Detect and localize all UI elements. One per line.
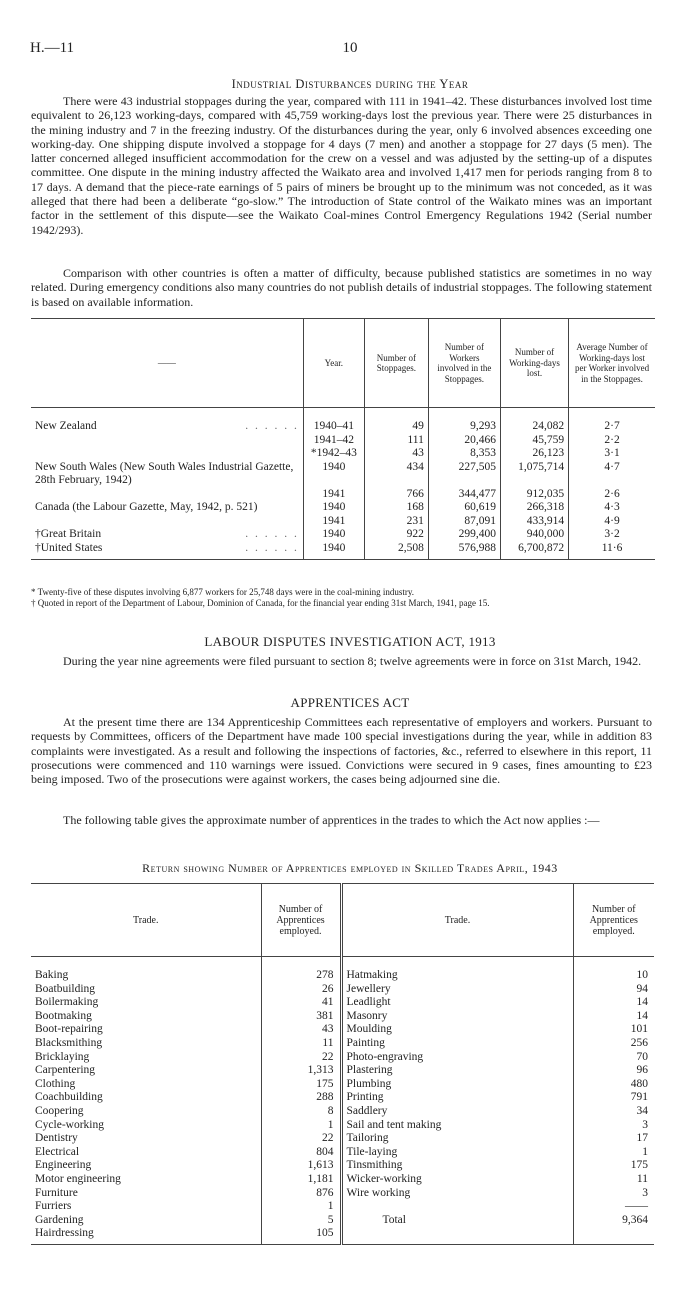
workers-cell: 299,400 [428, 528, 500, 542]
year-cell: 1941–42 [303, 434, 364, 448]
days-lost-cell: 940,000 [501, 528, 569, 542]
trade-cell: Painting [341, 1037, 573, 1051]
apprentices-count-cell: 1 [261, 1200, 341, 1214]
table-row [31, 1200, 654, 1214]
trade-cell: Sail and tent making [341, 1119, 573, 1133]
column-header: Trade. [133, 914, 159, 926]
column-header: Trade. [341, 884, 573, 957]
table-row [31, 1037, 654, 1051]
stoppages-cell: 434 [364, 461, 428, 488]
apprentices-table-title: Return showing Number of Apprentices employed in Skilled Trades April, 1943 [142, 861, 558, 875]
apprentices-count-cell: 8 [261, 1105, 341, 1119]
trade-cell: Total [341, 1214, 573, 1228]
apprentices-count-cell: 101 [573, 1023, 654, 1037]
apprentices-count-cell: 14 [573, 1010, 654, 1024]
table-row [31, 983, 654, 997]
workers-cell: 227,505 [428, 461, 500, 488]
trade-cell: Moulding [341, 1023, 573, 1037]
table-row [31, 1173, 654, 1187]
column-header: Number of Working-days lost. [501, 319, 569, 408]
trade-cell: Coachbuilding [35, 1091, 103, 1104]
table-row [31, 488, 655, 502]
trade-cell: Coopering [35, 1104, 84, 1117]
trade-cell: Tailoring [341, 1132, 573, 1146]
trade-cell: Hairdressing [31, 1227, 261, 1244]
apprentices-count-cell: 791 [573, 1091, 654, 1105]
trade-cell: Carpentering [35, 1064, 96, 1077]
apprentices-count-cell: 22 [261, 1132, 341, 1146]
country-cell: †Great Britain . . . . . . [35, 528, 299, 540]
workers-cell: 576,988 [428, 542, 500, 560]
table-row [31, 434, 655, 448]
stoppages-cell: 766 [364, 488, 428, 502]
apprentices-count-cell: 43 [261, 1023, 341, 1037]
stoppages-cell: 168 [364, 501, 428, 515]
days-lost-cell: 266,318 [501, 501, 569, 515]
apprentices-count-cell: 1,613 [261, 1159, 341, 1173]
apprentices-count-cell: 11 [573, 1173, 654, 1187]
table-row [31, 1078, 654, 1092]
stoppages-cell: 922 [364, 528, 428, 542]
average-cell: 11·6 [569, 542, 655, 560]
average-cell: 2·2 [569, 434, 655, 448]
trade-cell: Furriers [35, 1200, 72, 1213]
year-cell: 1940 [303, 461, 364, 488]
apprentices-count-cell: 105 [261, 1227, 341, 1244]
average-cell: 4·7 [569, 461, 655, 488]
days-lost-cell: 6,700,872 [501, 542, 569, 560]
trade-cell: Wicker-working [341, 1173, 573, 1187]
average-cell: 3·2 [569, 528, 655, 542]
country-cell [31, 434, 303, 448]
trade-cell: Baking [35, 969, 69, 981]
trade-cell: Masonry [341, 1010, 573, 1024]
table-row [31, 1227, 654, 1244]
footnote-twenty-five: * Twenty-five of these disputes involving 6,877 workers for 25,748 days were in the coal-mining industry. [31, 587, 415, 597]
apprentices-count-cell: 1,181 [261, 1173, 341, 1187]
table-row [31, 515, 655, 529]
trade-cell: Bricklaying [35, 1050, 90, 1063]
apprentices-count-cell: 94 [573, 983, 654, 997]
year-cell: 1940 [303, 542, 364, 560]
table-row [31, 420, 655, 434]
trade-cell: Engineering [35, 1159, 92, 1172]
days-lost-cell: 26,123 [501, 447, 569, 461]
trade-cell: Motor engineering [35, 1172, 121, 1185]
trade-cell: Tile-laying [341, 1146, 573, 1160]
stoppages-cell: 2,508 [364, 542, 428, 560]
trade-cell: Dentistry [35, 1132, 78, 1145]
apprentices-count-cell: 175 [573, 1159, 654, 1173]
workers-cell: 87,091 [428, 515, 500, 529]
trade-cell: Boot-repairing [35, 1023, 103, 1036]
trade-cell: Saddlery [341, 1105, 573, 1119]
apprentices-table [31, 883, 654, 1245]
table-row [31, 461, 655, 488]
stoppages-cell: 49 [364, 420, 428, 434]
apprentices-count-cell: 14 [573, 996, 654, 1010]
spacer-row [31, 408, 655, 421]
country-cell [31, 515, 303, 529]
country-cell: New Zealand . . . . . . [35, 420, 299, 432]
industrial-stoppages-table [31, 318, 655, 560]
page-number: 10 [342, 40, 358, 56]
trade-cell: Bootmaking [35, 1009, 92, 1022]
table-row [31, 1214, 654, 1228]
days-lost-cell: 433,914 [501, 515, 569, 529]
average-cell: 2·6 [569, 488, 655, 502]
table-row [31, 1051, 654, 1065]
table-row [31, 1105, 654, 1119]
trade-cell: Clothing [35, 1077, 76, 1090]
column-header: Number of Stoppages. [364, 319, 428, 408]
apprentices-count-cell: 876 [261, 1187, 341, 1201]
days-lost-cell: 1,075,714 [501, 461, 569, 488]
table-row [31, 1119, 654, 1133]
trade-cell: Hatmaking [341, 969, 573, 983]
table-row [31, 1091, 654, 1105]
trade-cell: Blacksmithing [35, 1036, 103, 1049]
section-heading-labour-disputes: LABOUR DISPUTES INVESTIGATION ACT, 1913 [204, 634, 496, 649]
year-cell: 1941 [303, 515, 364, 529]
trade-cell: Gardening [35, 1213, 84, 1226]
section-heading-disturbances: Industrial Disturbances during the Year [231, 77, 469, 91]
apprentices-count-cell: 5 [261, 1214, 341, 1228]
apprentices-count-cell: 256 [573, 1037, 654, 1051]
apprentices-count-cell: 26 [261, 983, 341, 997]
year-cell: *1942–43 [303, 447, 364, 461]
apprentices-count-cell: 34 [573, 1105, 654, 1119]
trade-cell [341, 1200, 573, 1214]
column-header: Number of Apprentices employed. [261, 884, 341, 957]
page-header [30, 40, 670, 60]
apprentices-count-cell: 17 [573, 1132, 654, 1146]
apprentices-count-cell: 1 [573, 1146, 654, 1160]
table-row [31, 542, 655, 560]
apprentices-count-cell: 3 [573, 1187, 654, 1201]
apprentices-count-cell: 11 [261, 1037, 341, 1051]
trade-cell: Photo-engraving [341, 1051, 573, 1065]
apprentices-count-cell: 288 [261, 1091, 341, 1105]
column-header: Number of Workers involved in the Stoppages. [428, 319, 500, 408]
trade-cell: Tinsmithing [341, 1159, 573, 1173]
table-row [31, 1132, 654, 1146]
apprentices-count-cell: 10 [573, 969, 654, 983]
average-cell: 2·7 [569, 420, 655, 434]
trade-cell: Cycle-working [35, 1118, 104, 1131]
table-row [31, 1187, 654, 1201]
table-row [31, 996, 654, 1010]
year-cell: 1940 [303, 501, 364, 515]
trade-cell: Furniture [35, 1186, 78, 1199]
year-cell: 1941 [303, 488, 364, 502]
table-header-row [31, 884, 654, 957]
apprentices-count-cell: 175 [261, 1078, 341, 1092]
apprentices-count-cell: —— [573, 1200, 654, 1214]
trade-cell: Printing [341, 1091, 573, 1105]
apprentices-count-cell [573, 1227, 654, 1244]
apprentices-count-cell: 278 [261, 969, 341, 983]
table-row [31, 969, 654, 983]
apprentices-count-cell: 804 [261, 1146, 341, 1160]
paragraph-apprentices: At the present time there are 134 Apprenticeship Committees each representative of employers and workers. Pursuant to requests by Committees, officers of the Department have made 100 special investigations during the year, while in addition 83 complaints were investigated. As a result and following the inspections of factories, &c., referred to elsewhere in this report, 11 prosecutions were commenced and 110 warnings were issued. Convictions were secured in 9 cases, fines amounting to £23 being imposed. Two of the prosecutions were against workers, the cases being adjourned sine die. [31, 715, 652, 787]
workers-cell: 9,293 [428, 420, 500, 434]
days-lost-cell: 24,082 [501, 420, 569, 434]
report-number: H.—11 [30, 40, 75, 56]
average-cell: 3·1 [569, 447, 655, 461]
workers-cell: 344,477 [428, 488, 500, 502]
trade-cell: Leadlight [341, 996, 573, 1010]
trade-cell: Wire working [341, 1187, 573, 1201]
apprentices-count-cell: 70 [573, 1051, 654, 1065]
apprentices-count-cell: 3 [573, 1119, 654, 1133]
paragraph-labour-disputes: During the year nine agreements were filed pursuant to section 8; twelve agreements were in force on 31st March, 1942. [63, 654, 642, 668]
table-row [31, 447, 655, 461]
trade-cell [341, 1227, 573, 1244]
country-cell [31, 488, 303, 502]
year-cell: 1940 [303, 528, 364, 542]
table-row [31, 528, 655, 542]
paragraph-apprentices-table-intro: The following table gives the approximate number of apprentices in the trades to which the Act now applies :— [63, 813, 600, 827]
apprentices-count-cell: 96 [573, 1064, 654, 1078]
table-row [31, 1159, 654, 1173]
footnote-quoted: † Quoted in report of the Department of Labour, Dominion of Canada, for the financial year ending 31st March, 1941, page 15. [31, 598, 490, 608]
apprentices-count-cell: 1 [261, 1119, 341, 1133]
days-lost-cell: 912,035 [501, 488, 569, 502]
apprentices-count-cell: 41 [261, 996, 341, 1010]
country-cell: New South Wales (New South Wales Industrial Gazette, 28th February, 1942) [35, 460, 294, 486]
trade-cell: Jewellery [341, 983, 573, 997]
stoppages-cell: 43 [364, 447, 428, 461]
country-cell [31, 447, 303, 461]
days-lost-cell: 45,759 [501, 434, 569, 448]
paragraph-disturbances: There were 43 industrial stoppages during the year, compared with 111 in 1941–42. These disturbances involved lost time equivalent to 26,123 working-days, compared with 45,759 working-days lost the previous year. There were 25 disturbances in the mining industry and 7 in the freezing industry. Of the disturbances during the year, only 6 involved absences exceeding one working-day. One shipping dispute involved a stoppage for 4 days (7 men) and another a stoppage for 27 days (5 men). The latter concerned alleged insufficient accommodation for the crew on a vessel and was adjusted by the setting-up of a disputes committee. One dispute in the mining industry affected the Waikato area and involved 1,417 men for periods ranging from 8 to 17 days. A demand that the piece-rate earnings of 5 pairs of miners be brought up to the minimum was not conceded, as it was alleged that there had been a deliberate “go-slow.” The introduction of State control of the Waikato mines was an important factor in the settlement of this dispute—see the Waikato Coal-mines Control Emergency Regulations 1942 (Serial number 1942/293). [31, 94, 652, 237]
column-header: Average Number of Working-days lost per Worker involved in the Stoppages. [569, 319, 655, 408]
apprentices-count-cell: 9,364 [573, 1214, 654, 1228]
apprentices-count-cell: 22 [261, 1051, 341, 1065]
trade-cell: Plastering [341, 1064, 573, 1078]
column-header: Year. [303, 319, 364, 408]
trade-cell: Electrical [35, 1145, 80, 1158]
table-row [31, 501, 655, 515]
workers-cell: 8,353 [428, 447, 500, 461]
section-heading-apprentices: APPRENTICES ACT [290, 695, 410, 710]
spacer-row [31, 957, 654, 970]
table-row [31, 1146, 654, 1160]
year-cell: 1940–41 [303, 420, 364, 434]
trade-cell: Boilermaking [35, 996, 99, 1009]
stoppages-cell: 111 [364, 434, 428, 448]
trade-cell: Boatbuilding [35, 982, 96, 995]
table-row [31, 1023, 654, 1037]
column-header: Number of Apprentices employed. [573, 884, 654, 957]
column-header: —— [157, 357, 176, 368]
workers-cell: 60,619 [428, 501, 500, 515]
table-header-row [31, 319, 655, 408]
apprentices-count-cell: 480 [573, 1078, 654, 1092]
table-row [31, 1064, 654, 1078]
average-cell: 4·3 [569, 501, 655, 515]
apprentices-count-cell: 381 [261, 1010, 341, 1024]
paragraph-comparison: Comparison with other countries is often a matter of difficulty, because published statistics are sometimes in no way related. During emergency conditions also many countries do not publish details of industrial stoppages. The following statement is based on available information. [31, 266, 652, 309]
trade-cell: Plumbing [341, 1078, 573, 1092]
workers-cell: 20,466 [428, 434, 500, 448]
country-cell: †United States . . . . . . [31, 542, 303, 560]
average-cell: 4·9 [569, 515, 655, 529]
table-row [31, 1010, 654, 1024]
stoppages-cell: 231 [364, 515, 428, 529]
country-cell: Canada (the Labour Gazette, May, 1942, p. 521) [35, 501, 258, 513]
apprentices-count-cell: 1,313 [261, 1064, 341, 1078]
